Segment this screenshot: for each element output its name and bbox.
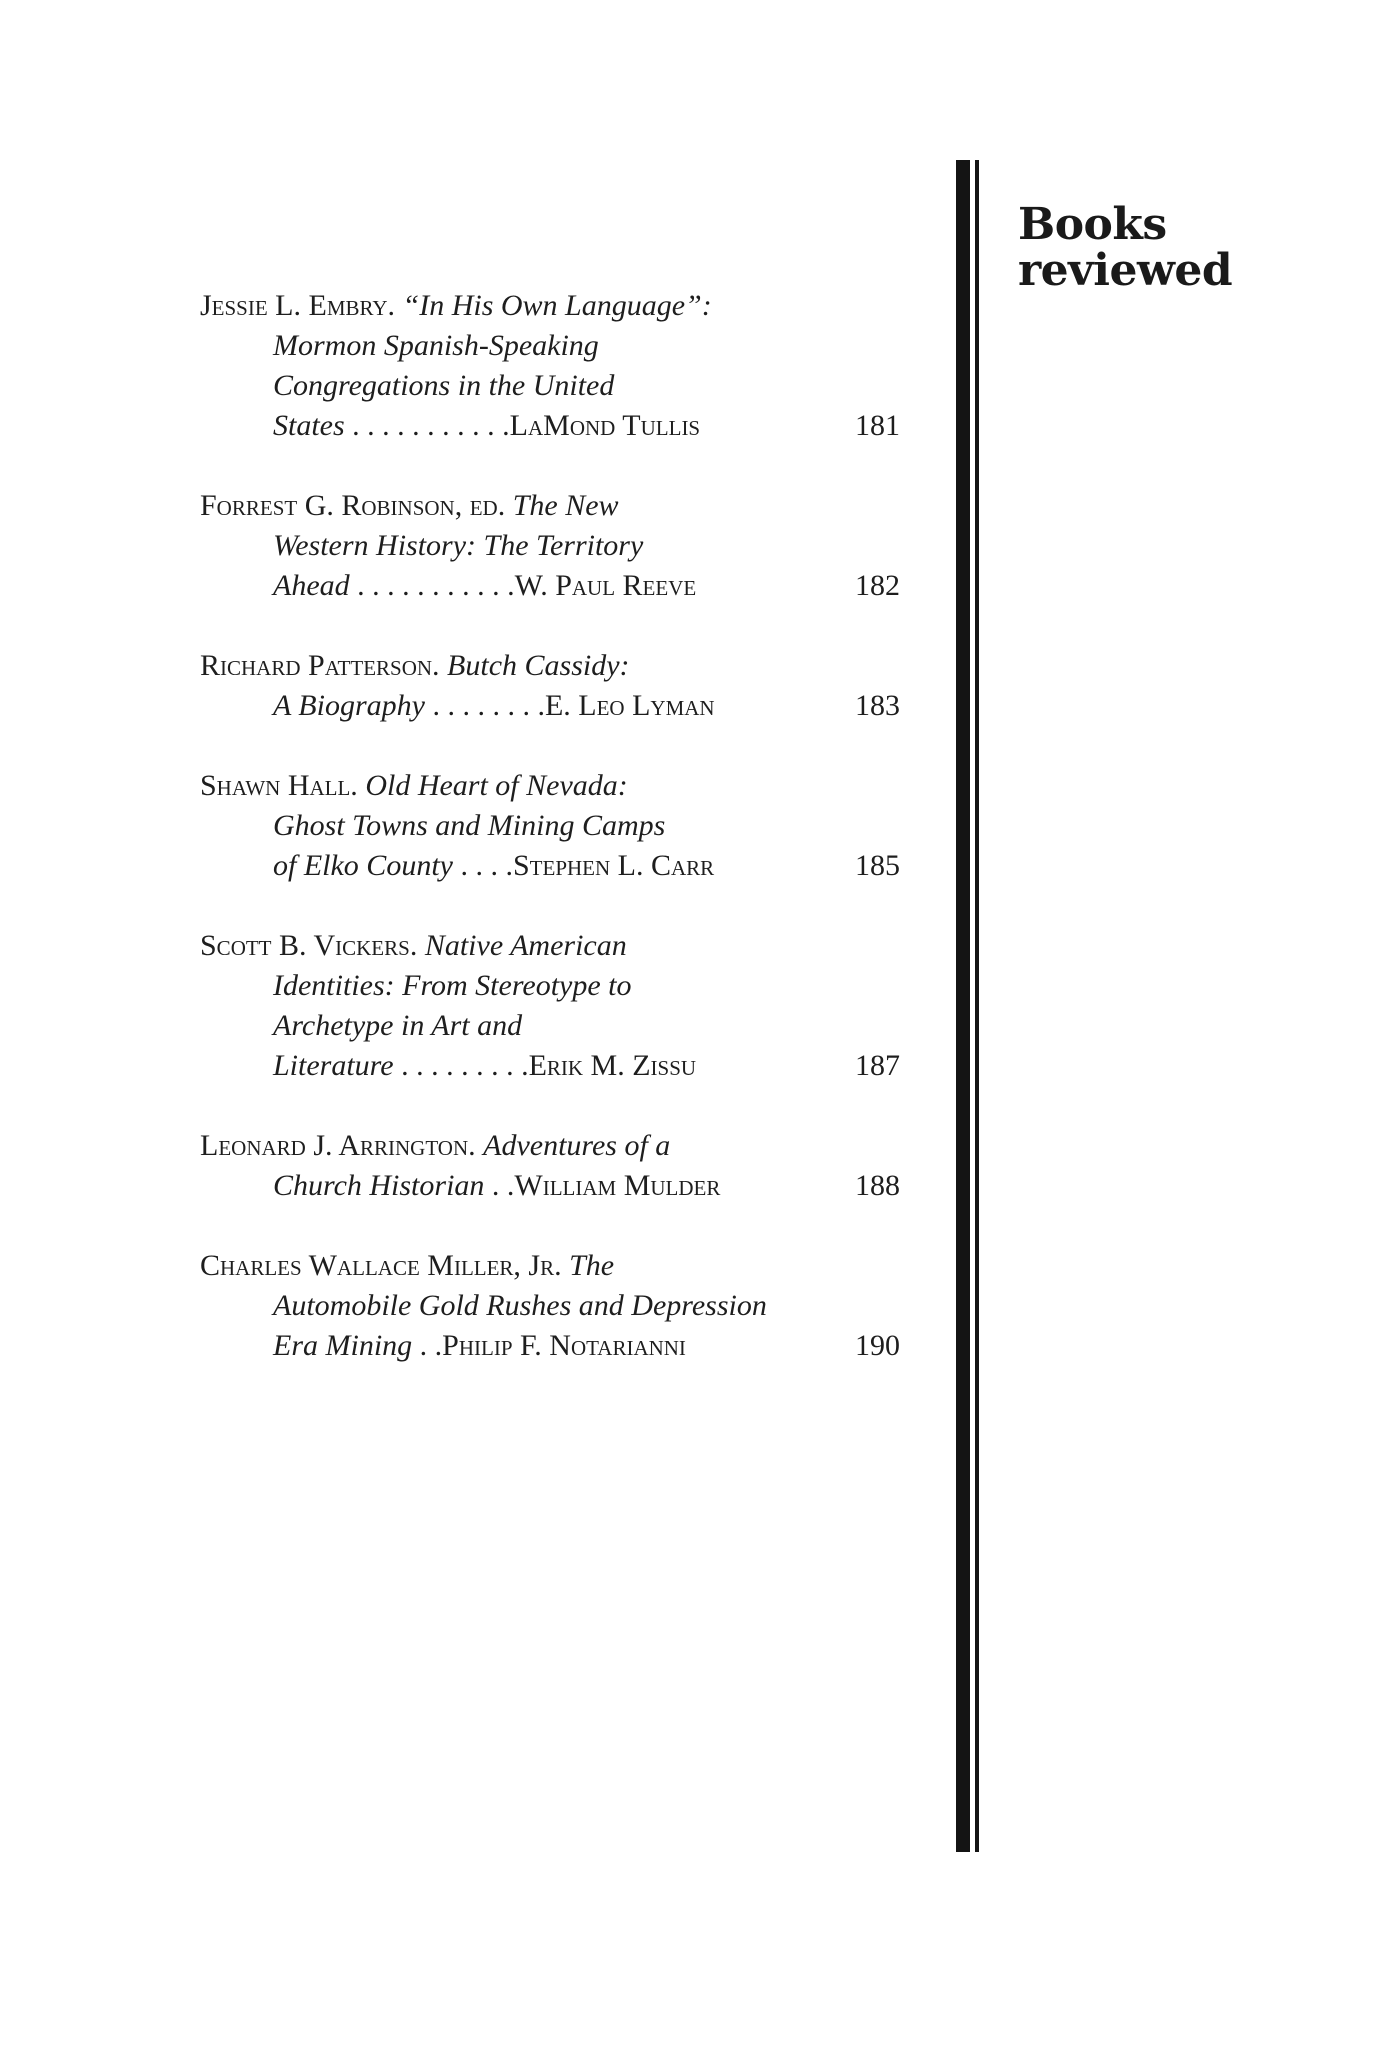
reviewer-name: W. Paul Reeve xyxy=(514,569,697,602)
book-author: Leonard J. Arrington. xyxy=(200,1129,476,1162)
leader-dots: . . xyxy=(412,1329,443,1362)
book-title: of Elko County xyxy=(273,849,453,882)
book-title: The xyxy=(569,1249,615,1282)
book-author: Scott B. Vickers. xyxy=(200,929,418,962)
book-title: Ahead xyxy=(273,569,350,602)
leader-dots: . . xyxy=(484,1169,515,1202)
heading-line-1: Books xyxy=(1018,199,1167,250)
book-title: Butch Cassidy: xyxy=(447,649,630,682)
page-number: 185 xyxy=(855,849,900,882)
book-title: Church Historian xyxy=(273,1169,485,1202)
vertical-rule-thin xyxy=(975,160,979,1852)
reviewer-name: E. Leo Lyman xyxy=(544,689,715,722)
review-entry xyxy=(200,646,900,726)
reviewer-name: LaMond Tullis xyxy=(509,409,701,442)
review-entry xyxy=(200,1126,900,1206)
reviewer-name: Erik M. Zissu xyxy=(528,1049,697,1082)
page-number: 188 xyxy=(855,1169,900,1202)
page-number: 182 xyxy=(855,569,900,602)
vertical-rule-thick xyxy=(956,160,970,1852)
review-entry xyxy=(200,286,900,446)
review-entry xyxy=(200,766,900,886)
book-author: Shawn Hall. xyxy=(200,769,358,802)
section-heading xyxy=(1018,199,1233,296)
page-number: 183 xyxy=(855,689,900,722)
book-title: A Biography xyxy=(273,689,425,722)
page-number: 190 xyxy=(855,1329,900,1362)
page-number: 187 xyxy=(855,1049,900,1082)
book-title: Ghost Towns and Mining Camps xyxy=(273,809,666,842)
review-entry xyxy=(200,486,900,606)
heading-line-2: reviewed xyxy=(1018,245,1233,296)
page-number: 181 xyxy=(855,409,900,442)
book-title: Identities: From Stereotype to xyxy=(273,969,632,1002)
book-title: Automobile Gold Rushes and Depression xyxy=(273,1289,767,1322)
book-title: States xyxy=(273,409,345,442)
leader-dots: . . . . . . . . . . . xyxy=(344,409,510,442)
reviewer-name: Stephen L. Carr xyxy=(512,849,715,882)
review-entry xyxy=(200,1246,900,1366)
review-entry xyxy=(200,926,900,1086)
book-title: “In His Own Language”: xyxy=(402,289,712,322)
leader-dots: . . . . . . . . xyxy=(424,689,545,722)
book-title: Native American xyxy=(424,929,627,962)
book-title: The New xyxy=(512,489,619,522)
book-title: Mormon Spanish-Speaking xyxy=(273,329,599,362)
book-title: Era Mining xyxy=(273,1329,413,1362)
book-title: Congregations in the United xyxy=(273,369,615,402)
reviewer-name: William Mulder xyxy=(514,1169,721,1202)
book-title: Western History: The Territory xyxy=(273,529,644,562)
book-author: Richard Patterson. xyxy=(200,649,440,682)
book-title: Adventures of a xyxy=(483,1129,671,1162)
book-author: Charles Wallace Miller, Jr. xyxy=(200,1249,562,1282)
review-list xyxy=(200,286,900,1406)
book-author: Jessie L. Embry. xyxy=(200,289,396,322)
book-title: Old Heart of Nevada: xyxy=(365,769,628,802)
book-author: Forrest G. Robinson, ed. xyxy=(200,489,506,522)
book-title: Archetype in Art and xyxy=(273,1009,523,1042)
leader-dots: . . . . . . . . . xyxy=(393,1049,529,1082)
leader-dots: . . . . xyxy=(452,849,513,882)
reviewer-name: Philip F. Notarianni xyxy=(442,1329,686,1362)
leader-dots: . . . . . . . . . . . xyxy=(349,569,515,602)
book-title: Literature xyxy=(273,1049,394,1082)
